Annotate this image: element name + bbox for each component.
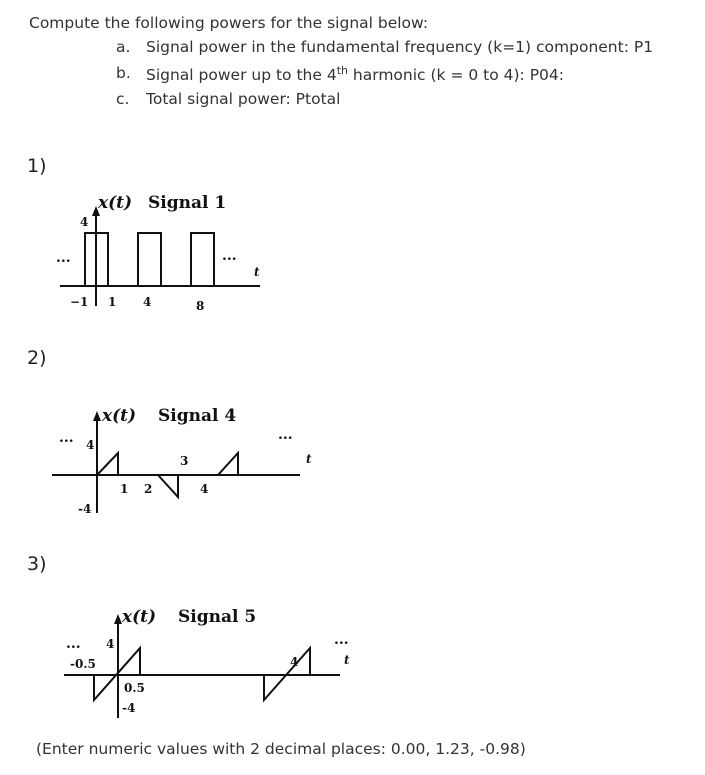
x-tick: −1 (70, 295, 89, 309)
question-item-b (116, 64, 676, 86)
positive-ramp-1 (97, 453, 118, 475)
question-item-a (116, 38, 696, 58)
item-text: Signal power up to the 4th harmonic (k = 0 to 4): P04: (146, 64, 564, 85)
y-tick-bottom: -4 (122, 701, 136, 715)
amplitude-axis-arrow (93, 411, 101, 421)
item-text: Signal power in the fundamental frequency (k=1) component: P1 (146, 38, 654, 56)
figure-number-2: 2) (27, 347, 47, 369)
x-tick: 4 (143, 295, 152, 309)
ellipsis-right: ... (222, 248, 237, 264)
question-prompt: Compute the following powers for the signal below: (29, 14, 429, 32)
item-text: Total signal power: Ptotal (146, 90, 341, 108)
x-tick: 1 (108, 295, 117, 309)
item-label: b. (116, 64, 131, 82)
item-label: a. (116, 38, 131, 56)
axis-label: x(t) (102, 406, 137, 426)
y-tick-top: 4 (106, 637, 115, 651)
signal-title: Signal 5 (178, 607, 257, 627)
x-tick: 0.5 (124, 681, 145, 695)
amplitude-axis-arrow (114, 614, 122, 624)
x-tick: 3 (180, 454, 189, 468)
axis-label: x(t) (98, 193, 133, 213)
figure-number-1: 1) (27, 155, 47, 177)
pulse-2 (138, 233, 161, 286)
signal-title: Signal 1 (148, 193, 227, 213)
axis-label: x(t) (122, 607, 157, 627)
y-tick-bottom: -4 (78, 502, 92, 516)
signal-title: Signal 4 (158, 406, 237, 426)
ellipsis-left: ... (66, 636, 81, 652)
answer-format-note: (Enter numeric values with 2 decimal places: 0.00, 1.23, -0.98) (36, 740, 526, 758)
y-tick-top: 4 (86, 438, 95, 452)
x-tick: -0.5 (70, 657, 96, 671)
t-label: t (254, 265, 260, 279)
pulse-3 (191, 233, 214, 286)
signal-5-plot (40, 596, 380, 721)
positive-ramp-2 (218, 453, 238, 475)
signal-1-plot (40, 188, 300, 328)
t-label: t (344, 653, 350, 667)
figure-number-3: 3) (27, 553, 47, 575)
t-label: t (306, 452, 312, 466)
question-item-c (116, 90, 516, 110)
right-peak-label: 4 (290, 655, 299, 669)
x-tick: 4 (200, 482, 209, 496)
negative-ramp (158, 475, 178, 497)
ellipsis-left: ... (56, 250, 71, 266)
y-tick: 4 (80, 215, 89, 229)
signal-4-plot (40, 395, 340, 530)
item-label: c. (116, 90, 130, 108)
x-tick: 2 (144, 482, 153, 496)
x-tick: 1 (120, 482, 129, 496)
ellipsis-right: ... (278, 427, 293, 443)
ellipsis-right: ... (334, 632, 349, 648)
ellipsis-left: ... (59, 430, 74, 446)
superscript: th (336, 64, 348, 77)
x-tick: 8 (196, 299, 205, 313)
